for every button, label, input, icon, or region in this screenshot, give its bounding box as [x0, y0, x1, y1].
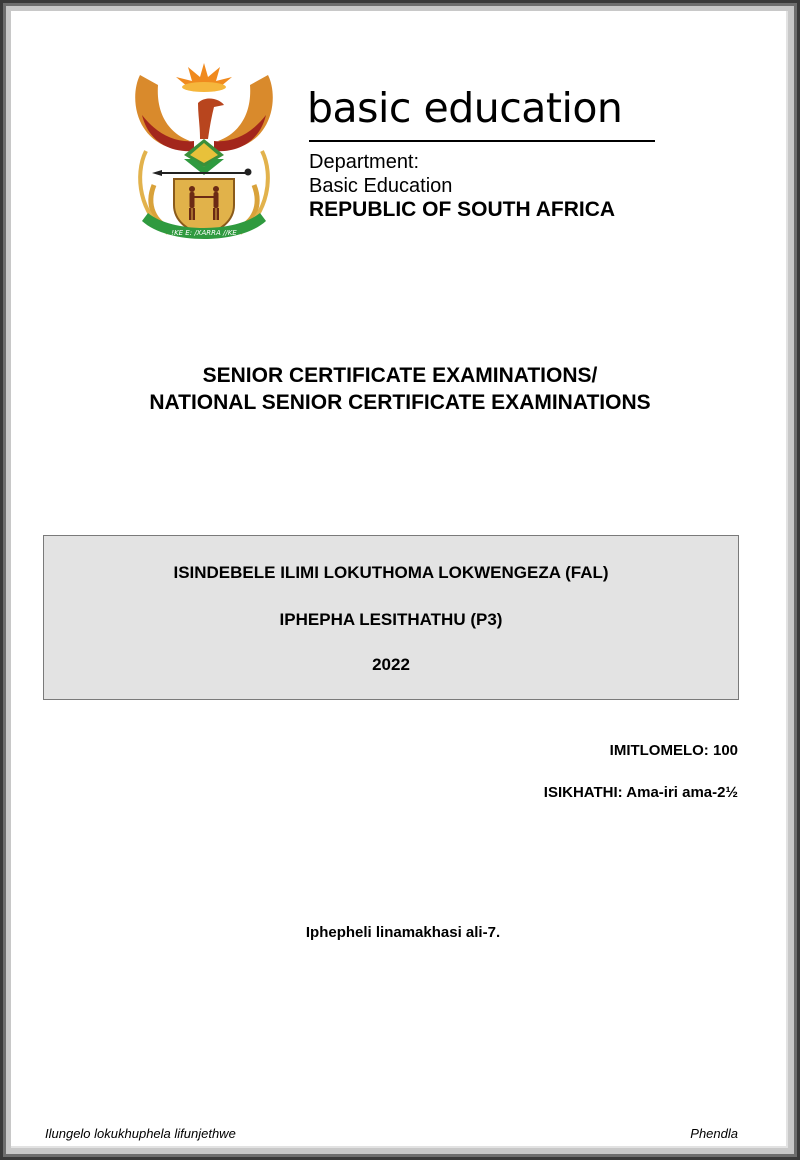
country-name: REPUBLIC OF SOUTH AFRICA: [309, 198, 616, 221]
marks-total: IMITLOMELO: 100: [609, 742, 738, 759]
exam-title: [0, 362, 800, 416]
exam-title-line-2: NATIONAL SENIOR CERTIFICATE EXAMINATIONS: [149, 391, 651, 414]
turn-over-label: Phendla: [690, 1126, 738, 1141]
department-name: Basic Education: [309, 175, 453, 197]
department-block: [309, 150, 615, 222]
department-label: Department:: [309, 151, 420, 173]
paper-number: IPHEPHA LESITHATHU (P3): [279, 610, 503, 629]
svg-text:!KE E: /XARRA //KE: !KE E: /XARRA //KE: [171, 229, 237, 237]
subject-name: ISINDEBELE ILIMI LOKUTHOMA LOKWENGEZA (FAL): [173, 563, 609, 582]
exam-year: 2022: [372, 655, 410, 674]
page-count-note: Iphepheli linamakhasi ali-7.: [305, 924, 501, 941]
exam-title-line-1: SENIOR CERTIFICATE EXAMINATIONS/: [202, 364, 598, 387]
coat-of-arms-icon: [128, 55, 280, 240]
time-allowed: ISIKHATHI: Ama-iri ama-2½: [543, 784, 738, 801]
subject-box: [43, 535, 739, 700]
brand-divider: [309, 140, 655, 142]
copyright-notice: Ilungelo lokukhuphela lifunjethwe: [45, 1126, 236, 1141]
brand-title: basic education: [307, 84, 623, 132]
